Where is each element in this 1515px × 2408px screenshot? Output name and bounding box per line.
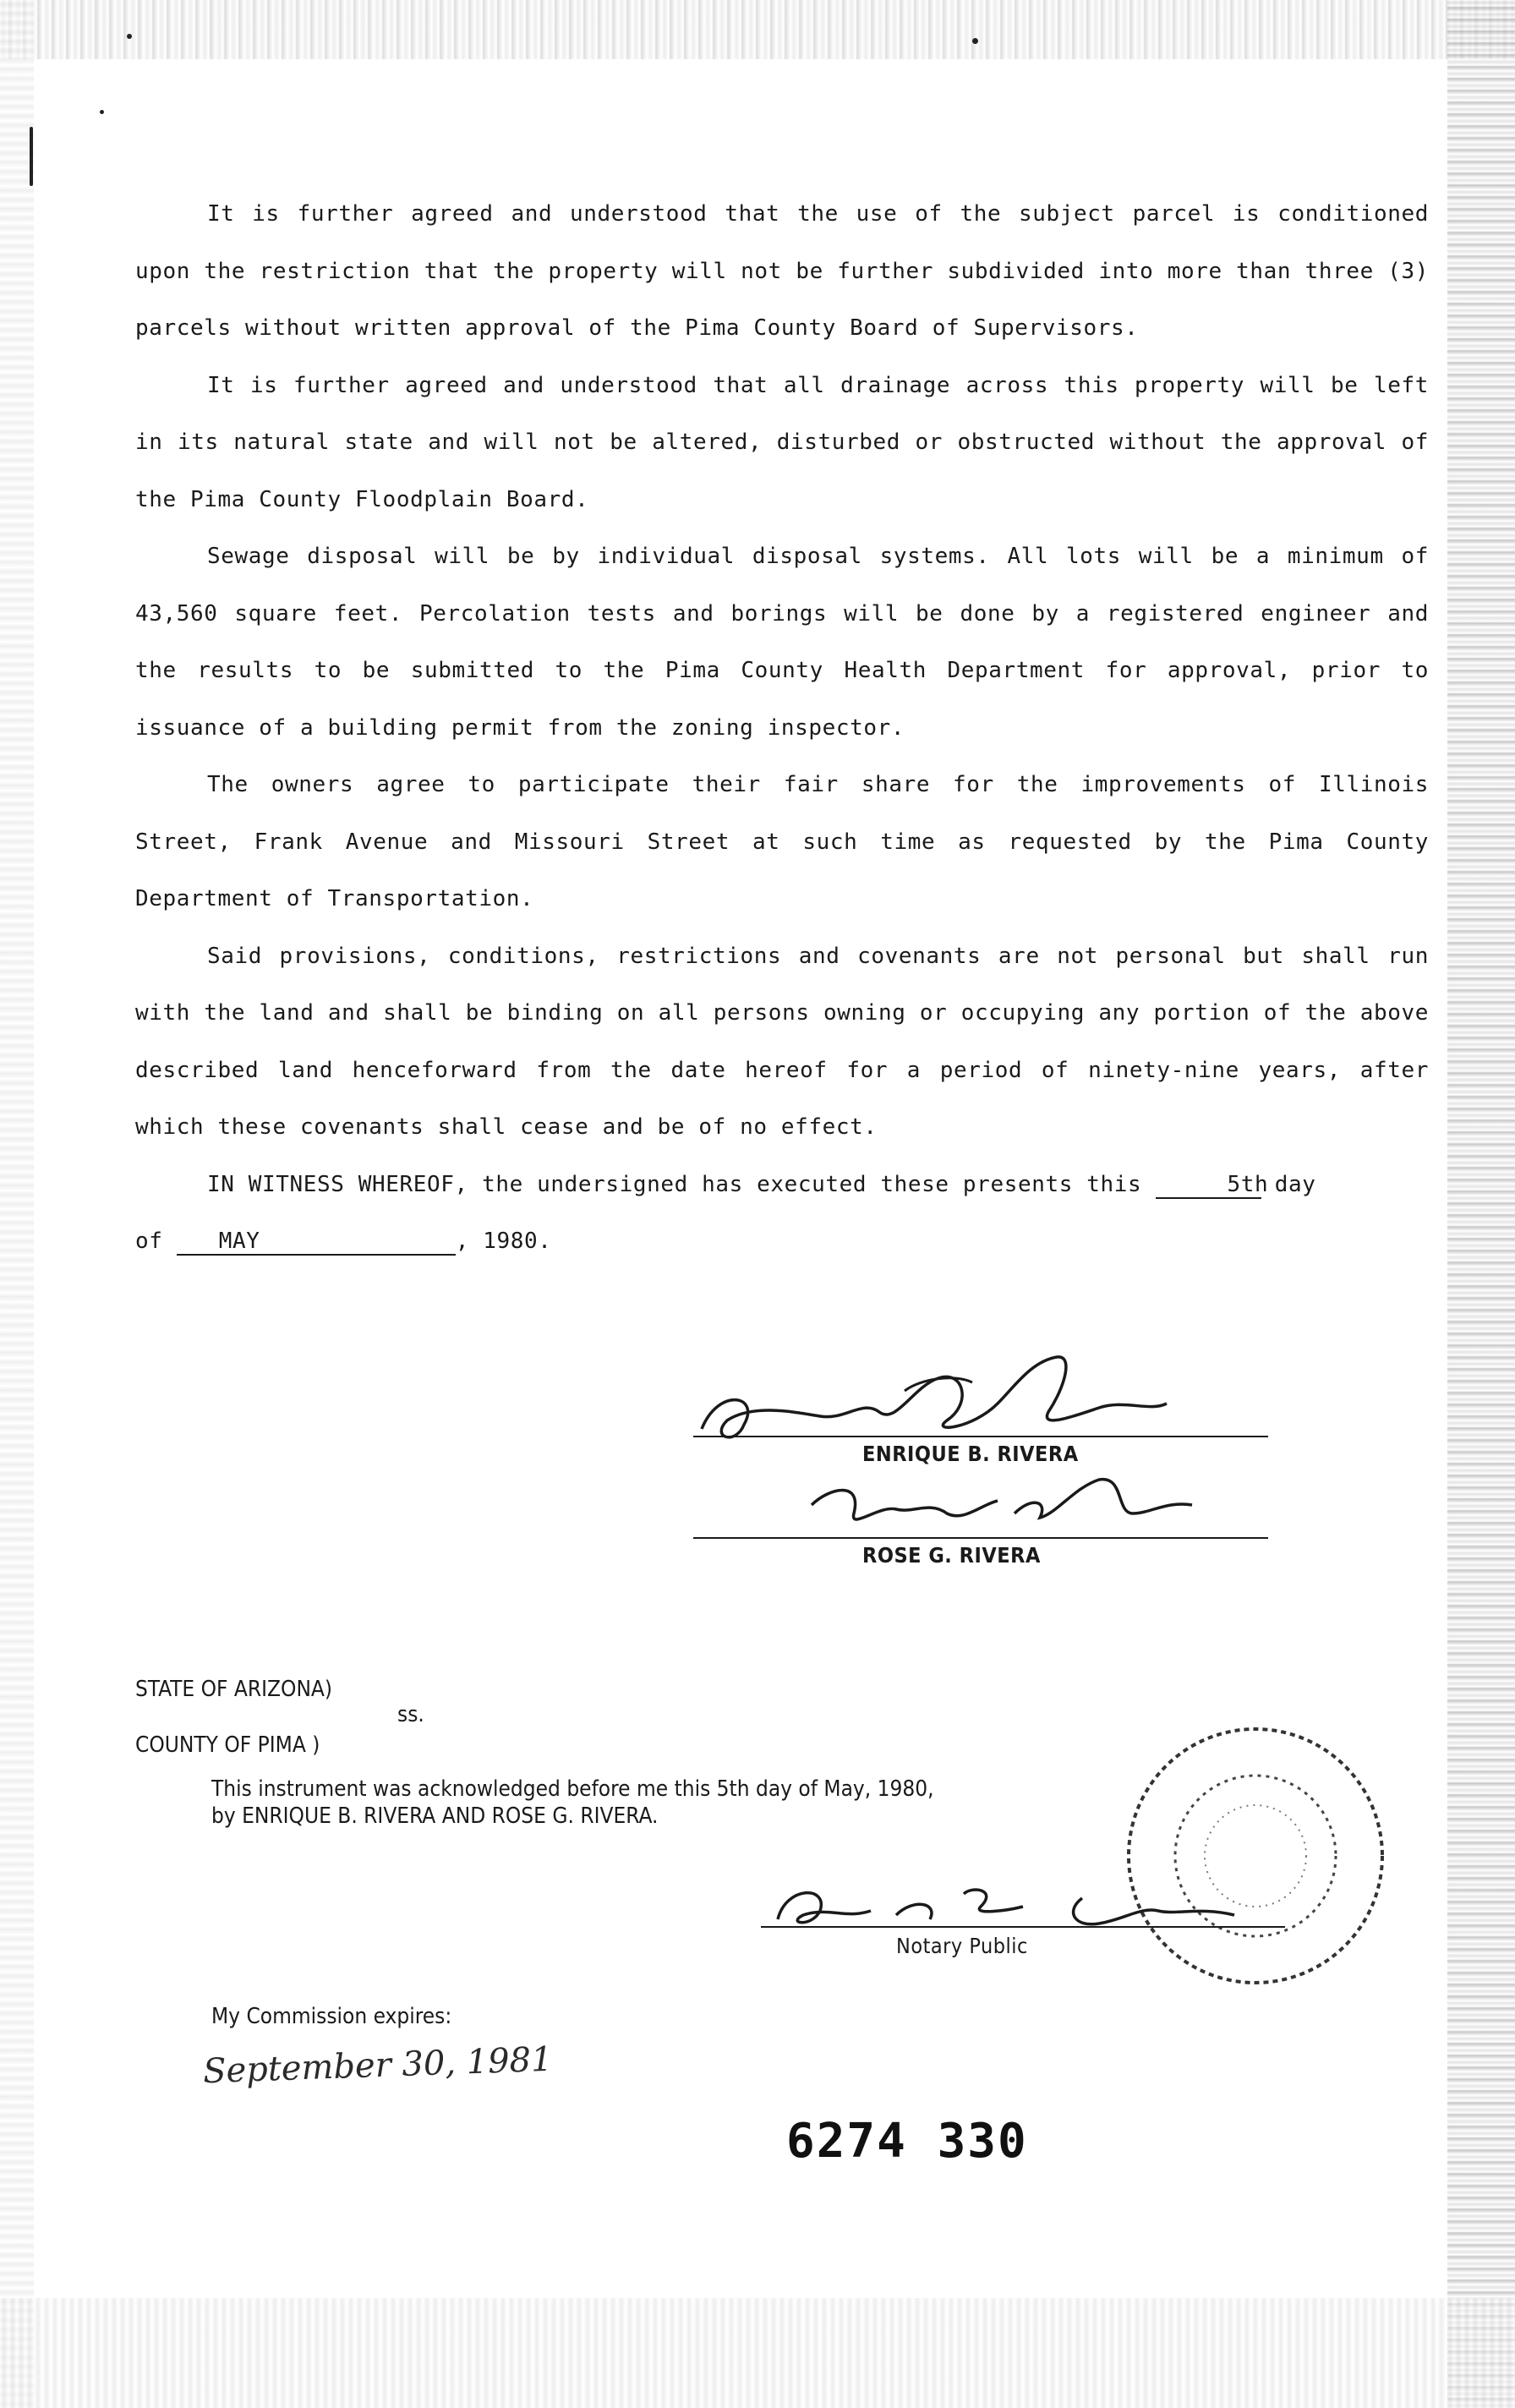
witness-of: of	[135, 1229, 163, 1254]
signature-rose	[693, 1454, 1268, 1568]
signer-name: ROSE G. RIVERA	[862, 1543, 1041, 1568]
paragraph-sewage: Sewage disposal will be by individual disposal systems. All lots will be a minimum of 43,560 square feet. Percolation tests and borings will be done by a registered engineer and the results to be submitted to the Pima County Health Department for approval, prior to issuance of a building permit from the zoning inspector.	[135, 544, 1429, 741]
scan-noise-right	[1447, 0, 1515, 2408]
witness-month: MAY	[177, 1229, 456, 1256]
commission-label: My Commission expires:	[211, 2004, 452, 2029]
paragraph-street-improvements: The owners agree to participate their fair share for the improvements of Illinois Street, Frank Avenue and Missouri Street at such time as requested by the Pima County Department of Transportation.	[135, 772, 1429, 911]
witness-date-line	[135, 1213, 1429, 1271]
venue-county: COUNTY OF PIMA )	[135, 1732, 320, 1758]
witness-lead: IN WITNESS WHEREOF, the undersigned has executed these presents this	[207, 1171, 1142, 1197]
covenant-body	[135, 186, 1429, 1271]
signature-line	[761, 1926, 1285, 1928]
speck	[972, 38, 978, 44]
paragraph-drainage: It is further agreed and understood that all drainage across this property will be left in its natural state and will not be altered, disturbed or obstructed without the approval of the Pima County Floodplain Board.	[135, 372, 1429, 512]
speck	[30, 127, 33, 186]
scan-noise-top	[0, 0, 1515, 59]
scan-noise-bottom	[0, 2298, 1515, 2408]
paragraph-subdivision: It is further agreed and understood that the use of the subject parcel is conditioned upon the restriction that the property will not be further subdivided into more than three (3) parcels without written approval of the Pima County Board of Supervisors.	[135, 201, 1429, 341]
witness-year: , 1980.	[455, 1229, 552, 1254]
notary-title: Notary Public	[896, 1934, 1028, 1958]
speck	[127, 34, 132, 39]
commission-date: September 30, 1981	[202, 2039, 554, 2092]
paragraph-provisions: Said provisions, conditions, restrictions and covenants are not personal but shall run with the land and shall be binding on all persons owning or occupying any portion of the above described land henceforward from the date hereof for a period of ninety-nine years, after which these covenants shall cease and be of no effect.	[135, 943, 1429, 1140]
witness-day-word: day	[1274, 1171, 1316, 1197]
speck	[100, 110, 104, 114]
signature-enrique	[693, 1353, 1268, 1466]
signer-name: ENRIQUE B. RIVERA	[862, 1442, 1079, 1466]
acknowledgment	[211, 1776, 934, 1830]
signature-line	[693, 1436, 1268, 1437]
witness-day: 5th	[1156, 1172, 1261, 1199]
scan-noise-left	[0, 0, 34, 2408]
venue-state: STATE OF ARIZONA)	[135, 1677, 333, 1702]
acknowledgment-line1: This instrument was acknowledged before me this 5th day of May, 1980,	[211, 1776, 934, 1802]
witness-clause	[135, 1157, 1429, 1214]
signature-line	[693, 1537, 1268, 1539]
venue-block	[135, 1661, 424, 1773]
venue-ss: ss.	[397, 1702, 424, 1727]
acknowledgment-line2: by ENRIQUE B. RIVERA AND ROSE G. RIVERA.	[211, 1803, 659, 1829]
notary-signature-block	[761, 1860, 1285, 1970]
recording-number: 6274 330	[786, 2114, 1028, 2169]
